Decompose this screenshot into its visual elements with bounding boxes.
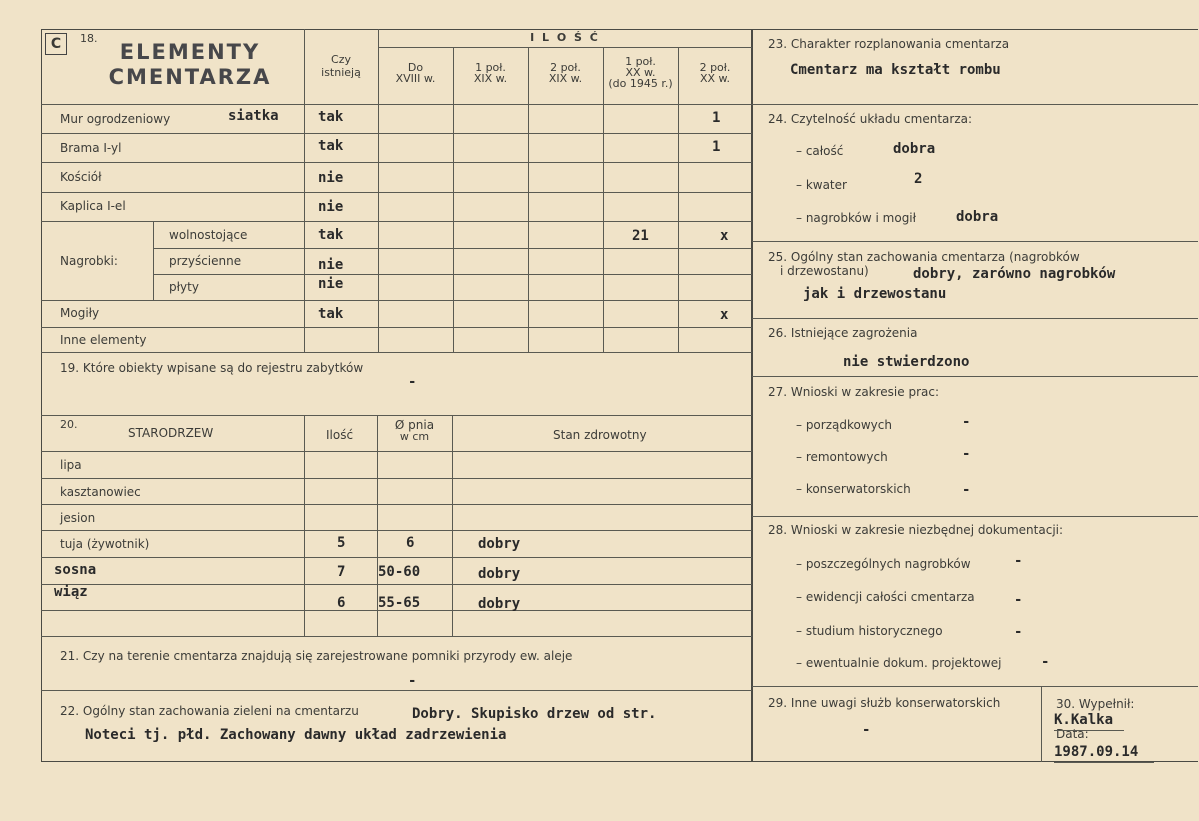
row-label-wall: Mur ogrodzeniowy bbox=[60, 112, 171, 126]
s26-label: 26. Istniejące zagrożenia bbox=[768, 326, 918, 340]
row-exists-church: nie bbox=[318, 170, 344, 186]
tree-diam-thuja: 6 bbox=[406, 535, 415, 551]
s25-value-line1: dobry, zarówno nagrobków bbox=[913, 266, 1116, 282]
mounds-p5: x bbox=[720, 307, 729, 323]
s30-name: K.Kalka bbox=[1054, 712, 1114, 728]
s28-item-records-value: - bbox=[1014, 592, 1023, 608]
row-p5-wall: 1 bbox=[712, 110, 721, 126]
s24-item-quarters-label: – kwater bbox=[796, 178, 847, 192]
mounds-exists: tak bbox=[318, 306, 344, 322]
s25-label-line1: 25. Ogólny stan zachowania cmentarza (nagrobków bbox=[768, 250, 1080, 264]
s18-title-line1: ELEMENTY bbox=[119, 40, 261, 64]
row-label-church: Kościół bbox=[60, 170, 102, 184]
tree-name-ash: jesion bbox=[60, 511, 96, 525]
other-elements-label: Inne elementy bbox=[60, 333, 147, 347]
row-note-wall: siatka bbox=[228, 108, 279, 124]
s20-col-health: Stan zdrowotny bbox=[553, 428, 647, 442]
s24-item-whole-label: – całość bbox=[796, 144, 844, 158]
section-letter: C bbox=[50, 36, 62, 52]
s28-item-graves-value: - bbox=[1014, 553, 1023, 569]
s30-date-label: Data: bbox=[1056, 727, 1089, 741]
period-header-4: 1 poł. XX w. (do 1945 r.) bbox=[608, 55, 673, 90]
tree-qty-pine: 7 bbox=[337, 564, 346, 580]
row-p5-gate: 1 bbox=[712, 139, 721, 155]
s24-item-quarters-value: 2 bbox=[914, 171, 923, 187]
tree-qty-elm: 6 bbox=[337, 595, 346, 611]
s27-label: 27. Wnioski w zakresie prac: bbox=[768, 385, 940, 399]
s29-value: - bbox=[862, 722, 871, 738]
graves-standing-label: wolnostojące bbox=[169, 228, 248, 242]
tree-name-lime: lipa bbox=[60, 458, 82, 472]
s24-item-graves-value: dobra bbox=[956, 209, 999, 225]
s24-label: 24. Czytelność układu cmentarza: bbox=[768, 112, 973, 126]
s27-item-conservation-value: - bbox=[962, 482, 971, 498]
graves-wall-label: przyścienne bbox=[169, 254, 242, 268]
s28-item-graves-label: – poszczególnych nagrobków bbox=[796, 557, 971, 571]
row-exists-chapel: nie bbox=[318, 199, 344, 215]
s29-label: 29. Inne uwagi służb konserwatorskich bbox=[768, 696, 1001, 710]
s20-col-qty: Ilość bbox=[326, 428, 354, 442]
tree-name-pine: sosna bbox=[54, 562, 97, 578]
tree-qty-thuja: 5 bbox=[337, 535, 346, 551]
tree-name-chestnut: kasztanowiec bbox=[60, 485, 141, 499]
s18-number: 18. bbox=[80, 32, 98, 45]
graves-slab-label: płyty bbox=[169, 280, 199, 294]
graves-standing-p4: 21 bbox=[632, 228, 649, 244]
s25-label-line2: i drzewostanu) bbox=[780, 264, 869, 278]
period-header-2: 1 poł. XIX w. bbox=[473, 61, 508, 85]
row-exists-gate: tak bbox=[318, 138, 344, 154]
period-header-5: 2 poł. XX w. bbox=[699, 61, 731, 85]
s27-item-cleanup-label: – porządkowych bbox=[796, 418, 892, 432]
s21-value: - bbox=[408, 673, 417, 689]
s26-value: nie stwierdzono bbox=[843, 354, 970, 370]
s28-item-history-label: – studium historycznego bbox=[796, 624, 943, 638]
graves-slab-exists: nie bbox=[318, 276, 344, 292]
s18-title bbox=[95, 40, 285, 90]
s18-title-line2: CMENTARZA bbox=[108, 65, 272, 89]
period-header-1: Do XVIII w. bbox=[395, 61, 436, 85]
row-label-chapel: Kaplica I-el bbox=[60, 199, 126, 213]
s25-value-line2: jak i drzewostanu bbox=[803, 286, 947, 302]
s19-label: 19. Które obiekty wpisane są do rejestru zabytków bbox=[60, 361, 364, 375]
s28-item-design-label: – ewentualnie dokum. projektowej bbox=[796, 656, 1002, 670]
s20-col-diam: Ø pnia w cm bbox=[394, 418, 435, 443]
period-header-3: 2 poł. XIX w. bbox=[548, 61, 583, 85]
graves-wall-exists: nie bbox=[318, 257, 344, 273]
tree-name-thuja: tuja (żywotnik) bbox=[60, 537, 150, 551]
graves-label: Nagrobki: bbox=[60, 254, 118, 268]
mounds-label: Mogiły bbox=[60, 306, 100, 320]
s24-item-whole-value: dobra bbox=[893, 141, 936, 157]
s18-col-exists: Czy istnieją bbox=[321, 53, 361, 79]
s28-item-design-value: - bbox=[1041, 654, 1050, 670]
tree-health-thuja: dobry bbox=[478, 536, 521, 552]
s27-item-cleanup-value: - bbox=[962, 414, 971, 430]
s19-value: - bbox=[408, 374, 417, 390]
row-label-gate: Brama I-yl bbox=[60, 141, 122, 155]
s28-item-records-label: – ewidencji całości cmentarza bbox=[796, 590, 975, 604]
s20-title: STARODRZEW bbox=[128, 426, 214, 440]
s28-label: 28. Wnioski w zakresie niezbędnej dokumentacji: bbox=[768, 523, 1064, 537]
s22-label: 22. Ogólny stan zachowania zieleni na cmentarzu bbox=[60, 704, 359, 718]
graves-standing-p5: x bbox=[720, 228, 729, 244]
s30-date: 1987.09.14 bbox=[1054, 744, 1139, 760]
row-exists-wall: tak bbox=[318, 109, 344, 125]
s23-label: 23. Charakter rozplanowania cmentarza bbox=[768, 37, 1010, 51]
tree-health-pine: dobry bbox=[478, 566, 521, 582]
s18-quantity-header: I L O Ś Ć bbox=[530, 31, 600, 44]
tree-diam-pine: 50-60 bbox=[378, 564, 421, 580]
tree-name-elm: wiąz bbox=[54, 584, 88, 600]
s22-value-line2: Noteci tj. płd. Zachowany dawny układ zadrzewienia bbox=[85, 727, 507, 743]
s30-label: 30. Wypełnił: bbox=[1056, 697, 1135, 711]
s23-value: Cmentarz ma kształt rombu bbox=[790, 62, 1001, 78]
s20-number: 20. bbox=[60, 418, 78, 431]
s27-item-repair-label: – remontowych bbox=[796, 450, 888, 464]
s27-item-conservation-label: – konserwatorskich bbox=[796, 482, 911, 496]
graves-standing-exists: tak bbox=[318, 227, 344, 243]
s21-label: 21. Czy na terenie cmentarza znajdują się zarejestrowane pomniki przyrody ew. aleje bbox=[60, 649, 573, 663]
section-letter-box bbox=[45, 33, 67, 55]
s22-value-line1: Dobry. Skupisko drzew od str. bbox=[412, 706, 657, 722]
tree-diam-elm: 55-65 bbox=[378, 595, 421, 611]
s24-item-graves-label: – nagrobków i mogił bbox=[796, 211, 917, 225]
s27-item-repair-value: - bbox=[962, 446, 971, 462]
s28-item-history-value: - bbox=[1014, 624, 1023, 640]
tree-health-elm: dobry bbox=[478, 596, 521, 612]
